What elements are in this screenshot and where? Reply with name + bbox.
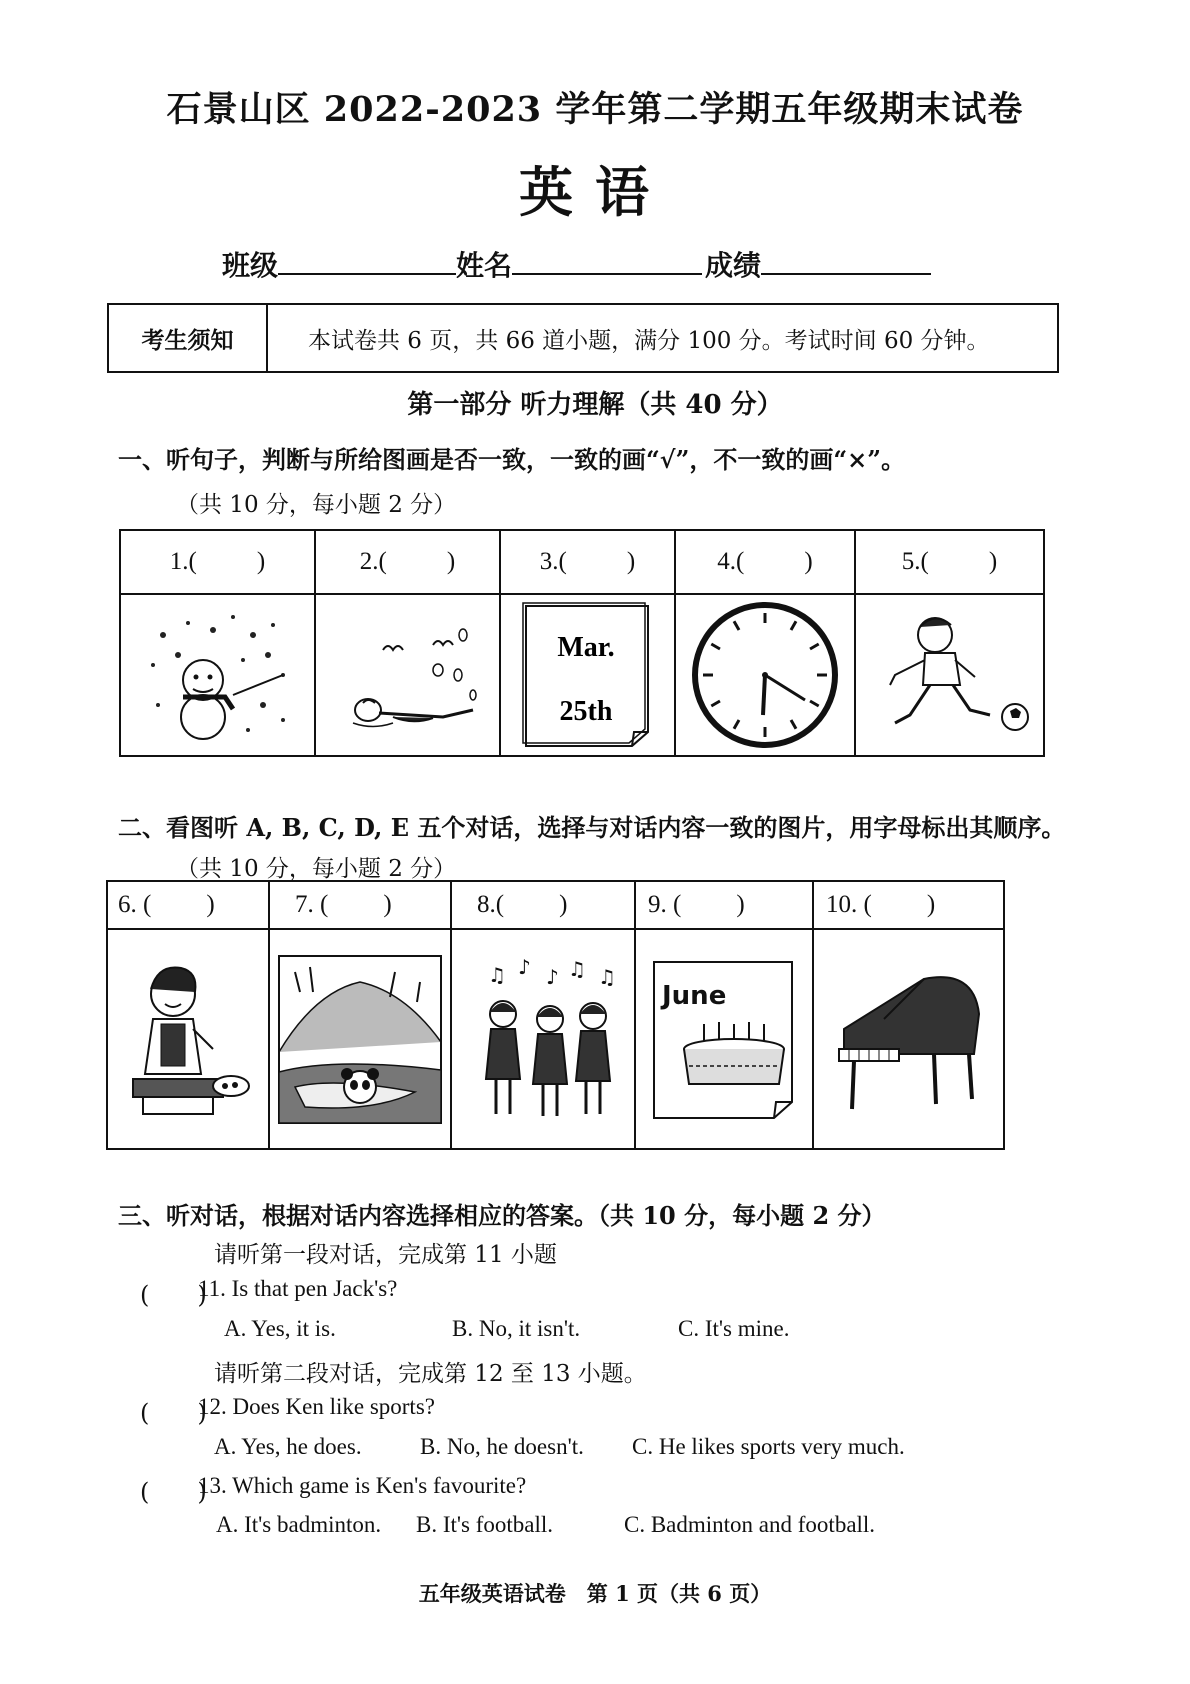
- svg-text:♪: ♪: [518, 955, 531, 979]
- calendar-month: Mar.: [556, 632, 615, 663]
- q12-text: 12. Does Ken like sports?: [198, 1394, 435, 1419]
- notice-label: 考生须知: [109, 305, 268, 371]
- football-icon: [855, 594, 1044, 756]
- item-2-cell[interactable]: 2.( ): [315, 530, 500, 594]
- part1-title: 第一部分 听力理解（共 40 分）: [407, 390, 783, 420]
- svg-text:♫: ♫: [568, 957, 586, 981]
- section1-table: [119, 529, 1045, 757]
- section1-heading: 一、听句子，判断与所给图画是否一致，一致的画“√”，不一致的画“×”。: [118, 445, 906, 474]
- score-field: [705, 244, 931, 284]
- calendar-icon: [500, 594, 675, 756]
- name-field: [456, 244, 702, 284]
- cooking-icon: [107, 929, 269, 1149]
- score-label: 成绩: [705, 249, 762, 282]
- calendar-day: 25th: [559, 696, 612, 727]
- svg-text:♫: ♫: [598, 965, 616, 989]
- exam-notice: [107, 303, 1059, 373]
- piano-icon: [813, 929, 1004, 1149]
- subject-title: 英语: [519, 160, 671, 224]
- birthday-cake-icon: [635, 929, 813, 1149]
- q11-answer-blank[interactable]: ( ): [140, 1281, 207, 1309]
- swimming-icon: [315, 594, 500, 756]
- q12-answer-blank[interactable]: ( ): [140, 1399, 207, 1427]
- item-8-cell[interactable]: 8.( ): [451, 881, 635, 929]
- calendar-june: June: [662, 981, 727, 1011]
- item-7-cell[interactable]: 7. ( ): [269, 881, 451, 929]
- notice-text: 本试卷共 6 页，共 66 道小题，满分 100 分。考试时间 60 分钟。: [308, 327, 990, 354]
- q13-text: 13. Which game is Ken's favourite?: [198, 1473, 527, 1498]
- item-6-cell[interactable]: 6. ( ): [107, 881, 269, 929]
- section2-score: （共 10 分，每小题 2 分）: [176, 856, 457, 882]
- section3-intro-1: 请听第一段对话，完成第 11 小题: [214, 1242, 557, 1268]
- section3-intro-2: 请听第二段对话，完成第 12 至 13 小题。: [214, 1361, 647, 1387]
- q13-option-c[interactable]: C. Badminton and football.: [624, 1512, 876, 1537]
- section3-heading: 三、听对话，根据对话内容选择相应的答案。（共 10 分，每小题 2 分）: [118, 1201, 886, 1230]
- item-5-cell[interactable]: 5.( ): [855, 530, 1044, 594]
- item-4-cell[interactable]: 4.( ): [675, 530, 855, 594]
- item-9-cell[interactable]: 9. ( ): [635, 881, 813, 929]
- q12-option-c[interactable]: C. He likes sports very much.: [632, 1434, 905, 1459]
- score-blank[interactable]: [761, 249, 931, 275]
- name-label: 姓名: [456, 249, 513, 282]
- class-blank[interactable]: [278, 249, 456, 275]
- item-3-cell[interactable]: 3.( ): [500, 530, 675, 594]
- section1-score: （共 10 分，每小题 2 分）: [176, 492, 457, 518]
- svg-text:♫: ♫: [488, 963, 506, 987]
- clock-icon: [675, 594, 855, 756]
- section2-table: [106, 880, 1005, 1150]
- q12-option-b[interactable]: B. No, he doesn't.: [420, 1434, 584, 1459]
- q11-option-a[interactable]: A. Yes, it is.: [224, 1316, 336, 1341]
- q13-option-a[interactable]: A. It's badminton.: [216, 1512, 382, 1537]
- singing-icon: [451, 929, 635, 1149]
- page-footer: 五年级英语试卷 第 1 页（共 6 页）: [418, 1581, 772, 1606]
- svg-text:♪: ♪: [546, 965, 559, 989]
- item-1-cell[interactable]: 1.( ): [120, 530, 315, 594]
- q13-answer-blank[interactable]: ( ): [140, 1478, 207, 1506]
- q11-option-c[interactable]: C. It's mine.: [678, 1316, 790, 1341]
- exam-title: 石景山区 2022-2023 学年第二学期五年级期末试卷: [166, 89, 1024, 130]
- panda-icon: [269, 929, 451, 1149]
- snowman-icon: [120, 594, 315, 756]
- item-10-cell[interactable]: 10. ( ): [813, 881, 1004, 929]
- class-field: [222, 244, 456, 284]
- q12-option-a[interactable]: A. Yes, he does.: [214, 1434, 362, 1459]
- q11-text: 11. Is that pen Jack's?: [198, 1276, 398, 1301]
- q11-option-b[interactable]: B. No, it isn't.: [452, 1316, 581, 1341]
- name-blank[interactable]: [512, 249, 702, 275]
- section2-heading: 二、看图听 A, B, C, D, E 五个对话，选择与对话内容一致的图片，用字母标出其顺序。: [118, 813, 1066, 842]
- class-label: 班级: [222, 249, 279, 282]
- q13-option-b[interactable]: B. It's football.: [416, 1512, 554, 1537]
